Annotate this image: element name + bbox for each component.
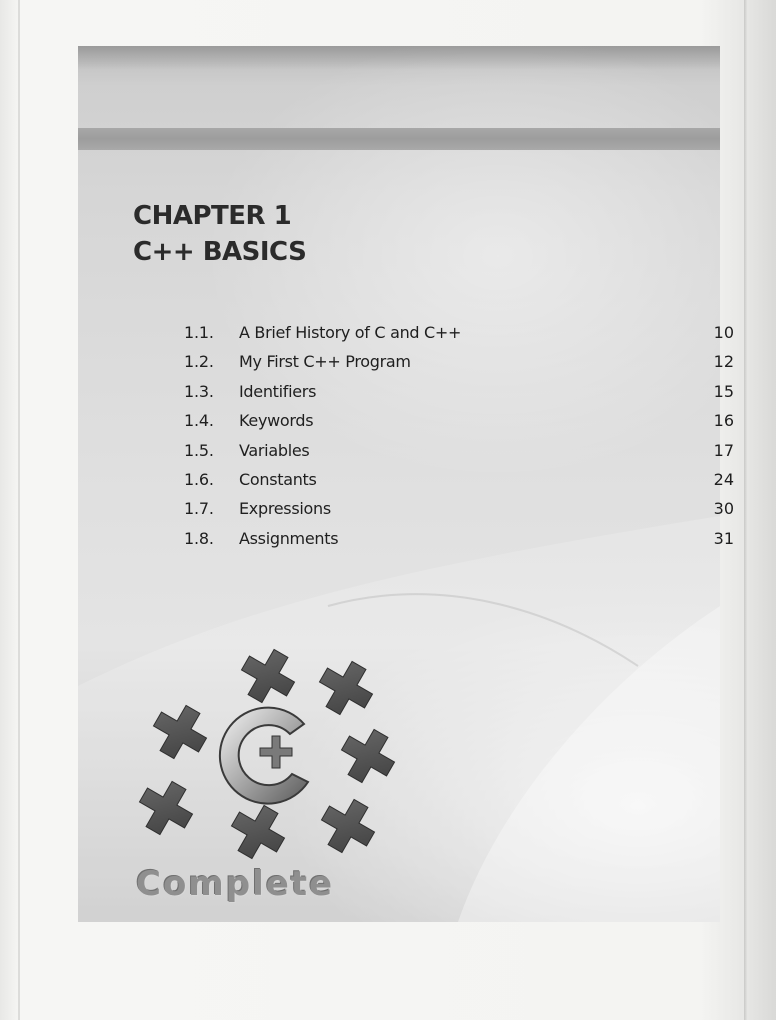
table-of-contents (184, 319, 734, 554)
chapter-title: C++ BASICS (133, 237, 307, 267)
brand-wordmark: Complete (136, 864, 335, 904)
toc-number: 1.4. (184, 411, 214, 431)
toc-title: Assignments (239, 528, 339, 548)
toc-item[interactable] (184, 407, 734, 436)
toc-title: My First C++ Program (239, 352, 411, 372)
page-edge-left (18, 0, 20, 1020)
toc-page: 30 (713, 499, 734, 519)
toc-item[interactable] (184, 525, 734, 554)
toc-number: 1.7. (184, 499, 214, 519)
toc-title: Variables (239, 440, 310, 460)
toc-number: 1.2. (184, 352, 214, 372)
toc-number: 1.1. (184, 323, 214, 342)
toc-item[interactable] (184, 378, 734, 407)
toc-page: 10 (713, 323, 734, 342)
page-edge (744, 0, 747, 1020)
toc-number: 1.8. (184, 528, 214, 548)
chapter-panel (78, 46, 734, 922)
chapter-heading (133, 198, 306, 270)
toc-page: 24 (713, 469, 734, 489)
toc-item[interactable] (184, 319, 734, 348)
toc-item[interactable] (184, 348, 734, 377)
toc-item[interactable] (184, 466, 734, 495)
toc-page: 17 (713, 440, 734, 460)
toc-title: Expressions (239, 499, 331, 519)
toc-page: 16 (713, 411, 734, 431)
c-plus-plus-logo-icon (118, 636, 418, 866)
toc-number: 1.6. (184, 469, 214, 489)
toc-number: 1.5. (184, 440, 214, 460)
toc-title: Identifiers (239, 381, 317, 401)
toc-title: Constants (239, 469, 317, 489)
toc-page: 12 (713, 352, 734, 372)
toc-item[interactable] (184, 495, 734, 524)
toc-title: A Brief History of C and C++ (239, 323, 462, 342)
toc-item[interactable] (184, 437, 734, 466)
toc-page: 31 (713, 528, 734, 548)
toc-page: 15 (713, 381, 734, 401)
toc-title: Keywords (239, 411, 314, 431)
toc-number: 1.3. (184, 381, 214, 401)
chapter-label: CHAPTER 1 (133, 201, 292, 231)
